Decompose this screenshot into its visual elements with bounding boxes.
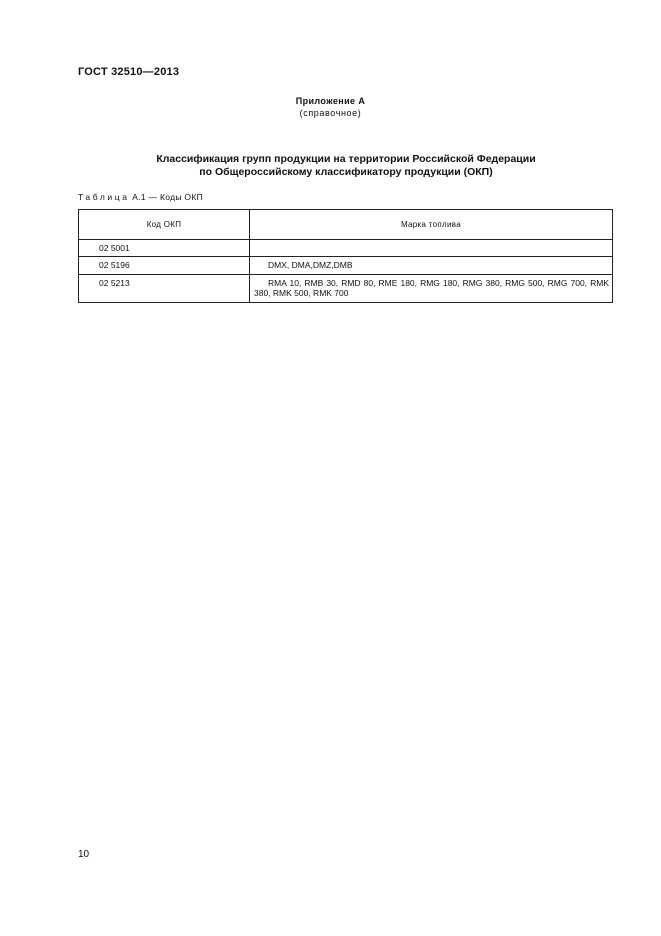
cell-fuel xyxy=(250,240,613,257)
header-code: Код ОКП xyxy=(79,210,250,240)
header-fuel: Марка топлива xyxy=(250,210,613,240)
table-label-rest: А.1 — Коды ОКП xyxy=(132,192,203,202)
cell-code: 02 5196 xyxy=(79,257,250,275)
cell-code: 02 5001 xyxy=(79,240,250,257)
appendix-type: (справочное) xyxy=(299,108,362,118)
caption-line-2: по Общероссийскому классификатору продукции (ОКП) xyxy=(199,166,493,178)
cell-code: 02 5213 xyxy=(79,274,250,302)
table-row xyxy=(79,240,613,257)
table-header-row xyxy=(79,210,613,240)
cell-fuel: DMX, DMA,DMZ,DMB xyxy=(250,257,613,275)
table-caption xyxy=(78,192,203,202)
section-caption xyxy=(0,153,661,179)
page-number: 10 xyxy=(78,849,90,860)
table-row xyxy=(79,274,613,302)
caption-line-1: Классификация групп продукции на территории Российской Федерации xyxy=(156,153,536,165)
appendix-heading xyxy=(0,95,661,119)
appendix-title: Приложение А xyxy=(295,96,366,106)
standard-designation: ГОСТ 32510—2013 xyxy=(78,66,180,78)
okp-codes-table xyxy=(78,209,613,303)
cell-fuel: RMA 10, RMB 30, RMD 80, RME 180, RMG 180, RMG 380, RMG 500, RMG 700, RMK 380, RMK 500, RMK 700 xyxy=(250,274,613,302)
table-row xyxy=(79,257,613,275)
table-label-word: Таблица xyxy=(78,192,130,202)
